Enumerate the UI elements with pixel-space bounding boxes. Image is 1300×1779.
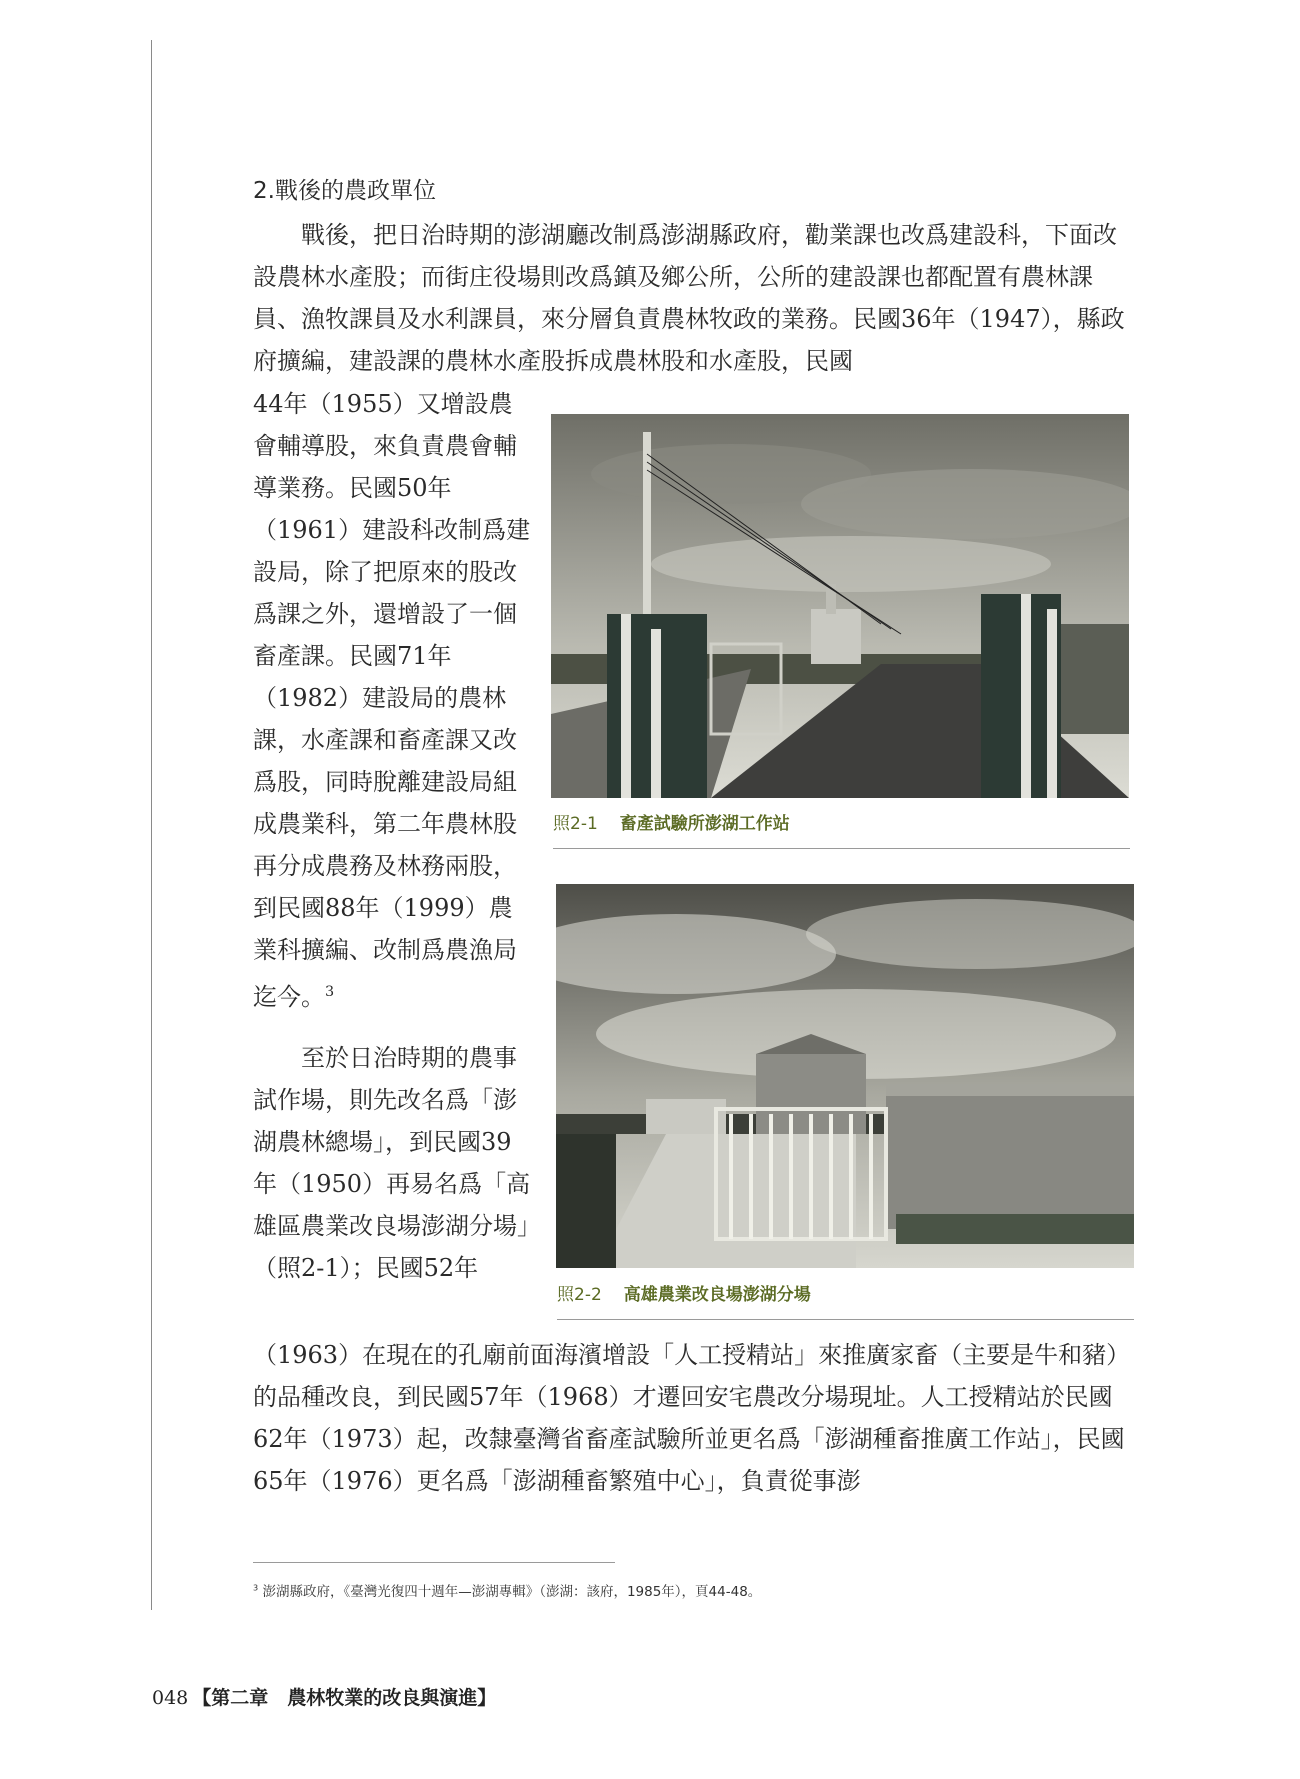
paragraph-1-continued xyxy=(253,383,531,1018)
page-number: 048 xyxy=(152,1687,189,1709)
figure-1-caption xyxy=(553,809,790,834)
paragraph-2-continued: （1963）在現在的孔廟前面海濱增設「人工授精站」來推廣家畜（主要是牛和豬）的品種改良，到民國57年（1968）才遷回安宅農改分場現址。人工授精站於民國62年（1973）起，改隸臺灣省畜產試驗所並更名爲「澎湖種畜推廣工作站」，民國65年（1976）更名爲「澎湖種畜繁殖中心」，負責從事澎 xyxy=(253,1341,1131,1495)
figure-2-caption xyxy=(557,1280,811,1305)
paragraph-2: 至於日治時期的農事試作場，則先改名爲「澎湖農林總場」，到民國39年（1950）再易名爲「高雄區農業改良場澎湖分場」（照2-1）；民國52年 xyxy=(253,1044,531,1282)
figure-2-number: 照2-2 xyxy=(557,1285,602,1305)
page-footer xyxy=(152,1683,496,1710)
footnote-rule xyxy=(253,1562,615,1563)
figure-1-rule xyxy=(553,848,1130,849)
figure-1-title: 畜產試驗所澎湖工作站 xyxy=(619,814,790,834)
footnote-marker: 3 xyxy=(253,1582,259,1593)
figure-1-number: 照2-1 xyxy=(553,814,598,834)
chapter-title: 【第二章 農林牧業的改良與演進】 xyxy=(192,1687,497,1709)
footnote-reference[interactable]: 3 xyxy=(325,984,335,1000)
figure-2-rule xyxy=(557,1319,1134,1320)
paragraph-1-continued-text: 44年（1955）又增設農會輔導股，來負責農會輔導業務。民國50年（1961）建設科改制爲建設局，除了把原來的股改爲課之外，還增設了一個畜產課。民國71年（1982）建設局的農林課，水產課和畜產課又改爲股，同時脫離建設局組成農業科，第二年農林股再分成農務及林務兩股，到民國88年（1999）農業科擴編、改制爲農漁局迄今。 xyxy=(253,390,531,1011)
footnote xyxy=(253,1580,761,1600)
section-heading: 2.戰後的農政單位 xyxy=(253,178,436,204)
footnote-text: 澎湖縣政府，《臺灣光復四十週年—澎湖專輯》（澎湖：該府，1985年），頁44-48。 xyxy=(262,1584,762,1600)
figure-2-title: 高雄農業改良場澎湖分場 xyxy=(623,1285,811,1305)
paragraph-1: 戰後，把日治時期的澎湖廳改制爲澎湖縣政府，勸業課也改爲建設科，下面改設農林水產股；而街庄役場則改爲鎮及鄉公所，公所的建設課也都配置有農林課員、漁牧課員及水利課員，來分層負責農林牧政的業務。民國36年（1947），縣政府擴編，建設課的農林水產股拆成農林股和水產股，民國 xyxy=(253,221,1125,375)
photo-livestock-station xyxy=(551,414,1129,798)
margin-rule xyxy=(151,40,152,1610)
photo-agri-improvement-station xyxy=(556,884,1134,1268)
